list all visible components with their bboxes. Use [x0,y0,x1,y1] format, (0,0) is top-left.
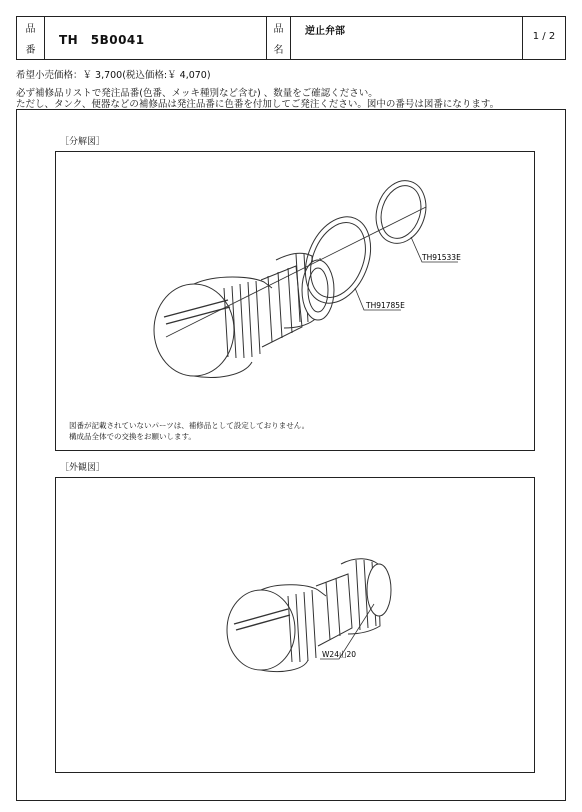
part-number: TH 5B0041 [59,33,145,47]
exploded-note-line-2: 構成品全体での交換をお願いします。 [69,432,196,441]
part-name-label-top: 品 [273,24,284,35]
valve-ribs [268,268,292,342]
exploded-view-title: ［分解図］ [60,137,106,147]
part-number-label-top: 品 [25,24,36,35]
thread-spec-label: W24山20 [322,650,357,659]
part-name: 逆止弁部 [305,26,345,37]
header-table [16,16,566,60]
page-number: 1 / 2 [532,31,556,42]
exploded-view-drawing [56,152,536,452]
exterior-view-box [55,477,535,773]
part-label-th91785e: TH91785E [366,301,405,310]
valve-seat [302,260,334,320]
part-number-label-cell [17,17,45,59]
instruction-line-1: 必ず補修品リストで発注品番(色番、メッキ種別など含む) 、数量をご確認ください。 [16,88,378,99]
exterior-seat [367,564,391,616]
exploded-note-line-1: 図番が記載されていないパーツは、補修品として設定しておりません。 [69,421,310,430]
o-ring-small-inner [375,180,428,243]
o-ring-small-outer [368,174,433,250]
exterior-ribs [326,578,340,640]
page-number-cell [523,17,565,59]
exterior-view-drawing [56,478,536,774]
center-axis [166,207,426,337]
exterior-view-title: ［外観図］ [60,463,106,473]
instruction-line-2: ただし、タンク、便器などの補修品は発注品番に色番を付加してご発注ください。図中の番号は図番になります。 [16,99,500,110]
exploded-view-box [55,151,535,451]
part-number-label-bottom: 番 [25,45,36,56]
part-name-label-cell [267,17,291,59]
part-label-th91533e: TH91533E [422,253,461,262]
part-name-cell [291,17,523,59]
cap-face [154,284,234,376]
price-line: 希望小売価格：￥ 3,700(税込価格:￥ 4,070) [16,70,211,81]
part-name-label-bottom: 名 [273,45,284,56]
part-number-cell [45,17,267,59]
exterior-body [316,574,352,646]
